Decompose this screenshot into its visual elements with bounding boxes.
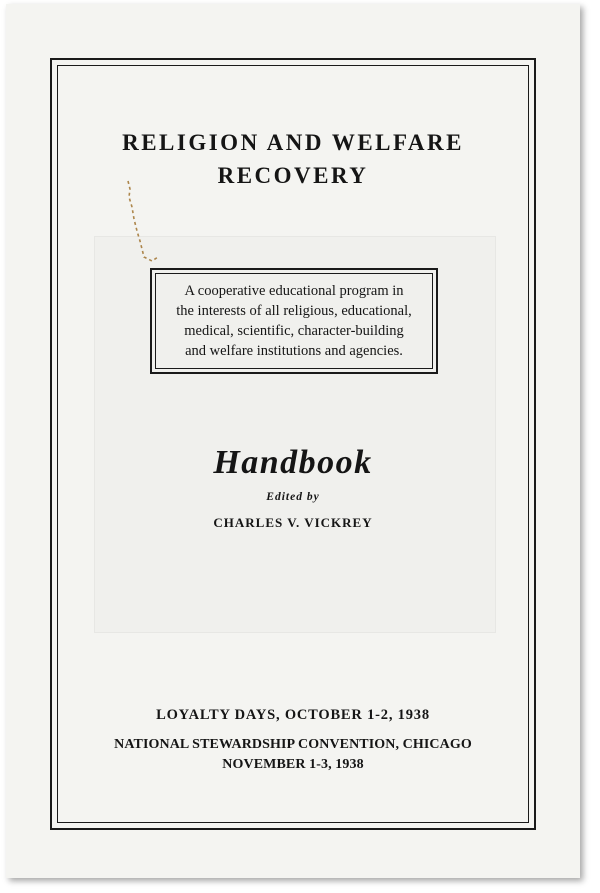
- description-line-4: and welfare institutions and agencies.: [185, 343, 403, 359]
- title-line-1: RELIGION AND WELFARE: [122, 130, 464, 155]
- convention-line-2: NOVEMBER 1-3, 1938: [222, 757, 364, 772]
- description-line-1: A cooperative educational program in: [184, 283, 404, 299]
- description-box: [150, 268, 438, 374]
- editor-name: CHARLES V. VICKREY: [213, 515, 373, 530]
- convention-line-1: NATIONAL STEWARDSHIP CONVENTION, CHICAGO: [114, 737, 472, 752]
- convention-info: [52, 735, 534, 775]
- description-line-2: the interests of all religious, educational,: [176, 303, 412, 319]
- document-title: [52, 126, 534, 192]
- description-line-3: medical, scientific, character-building: [184, 323, 404, 339]
- outer-border-frame: [50, 58, 536, 830]
- pamphlet-cover: [6, 4, 580, 878]
- title-line-2: RECOVERY: [217, 163, 369, 188]
- description-text: [155, 273, 433, 369]
- loyalty-days-line: LOYALTY DAYS, OCTOBER 1-2, 1938: [156, 707, 430, 723]
- edited-by-label: Edited by: [266, 491, 320, 503]
- handbook-heading: Handbook: [213, 444, 373, 481]
